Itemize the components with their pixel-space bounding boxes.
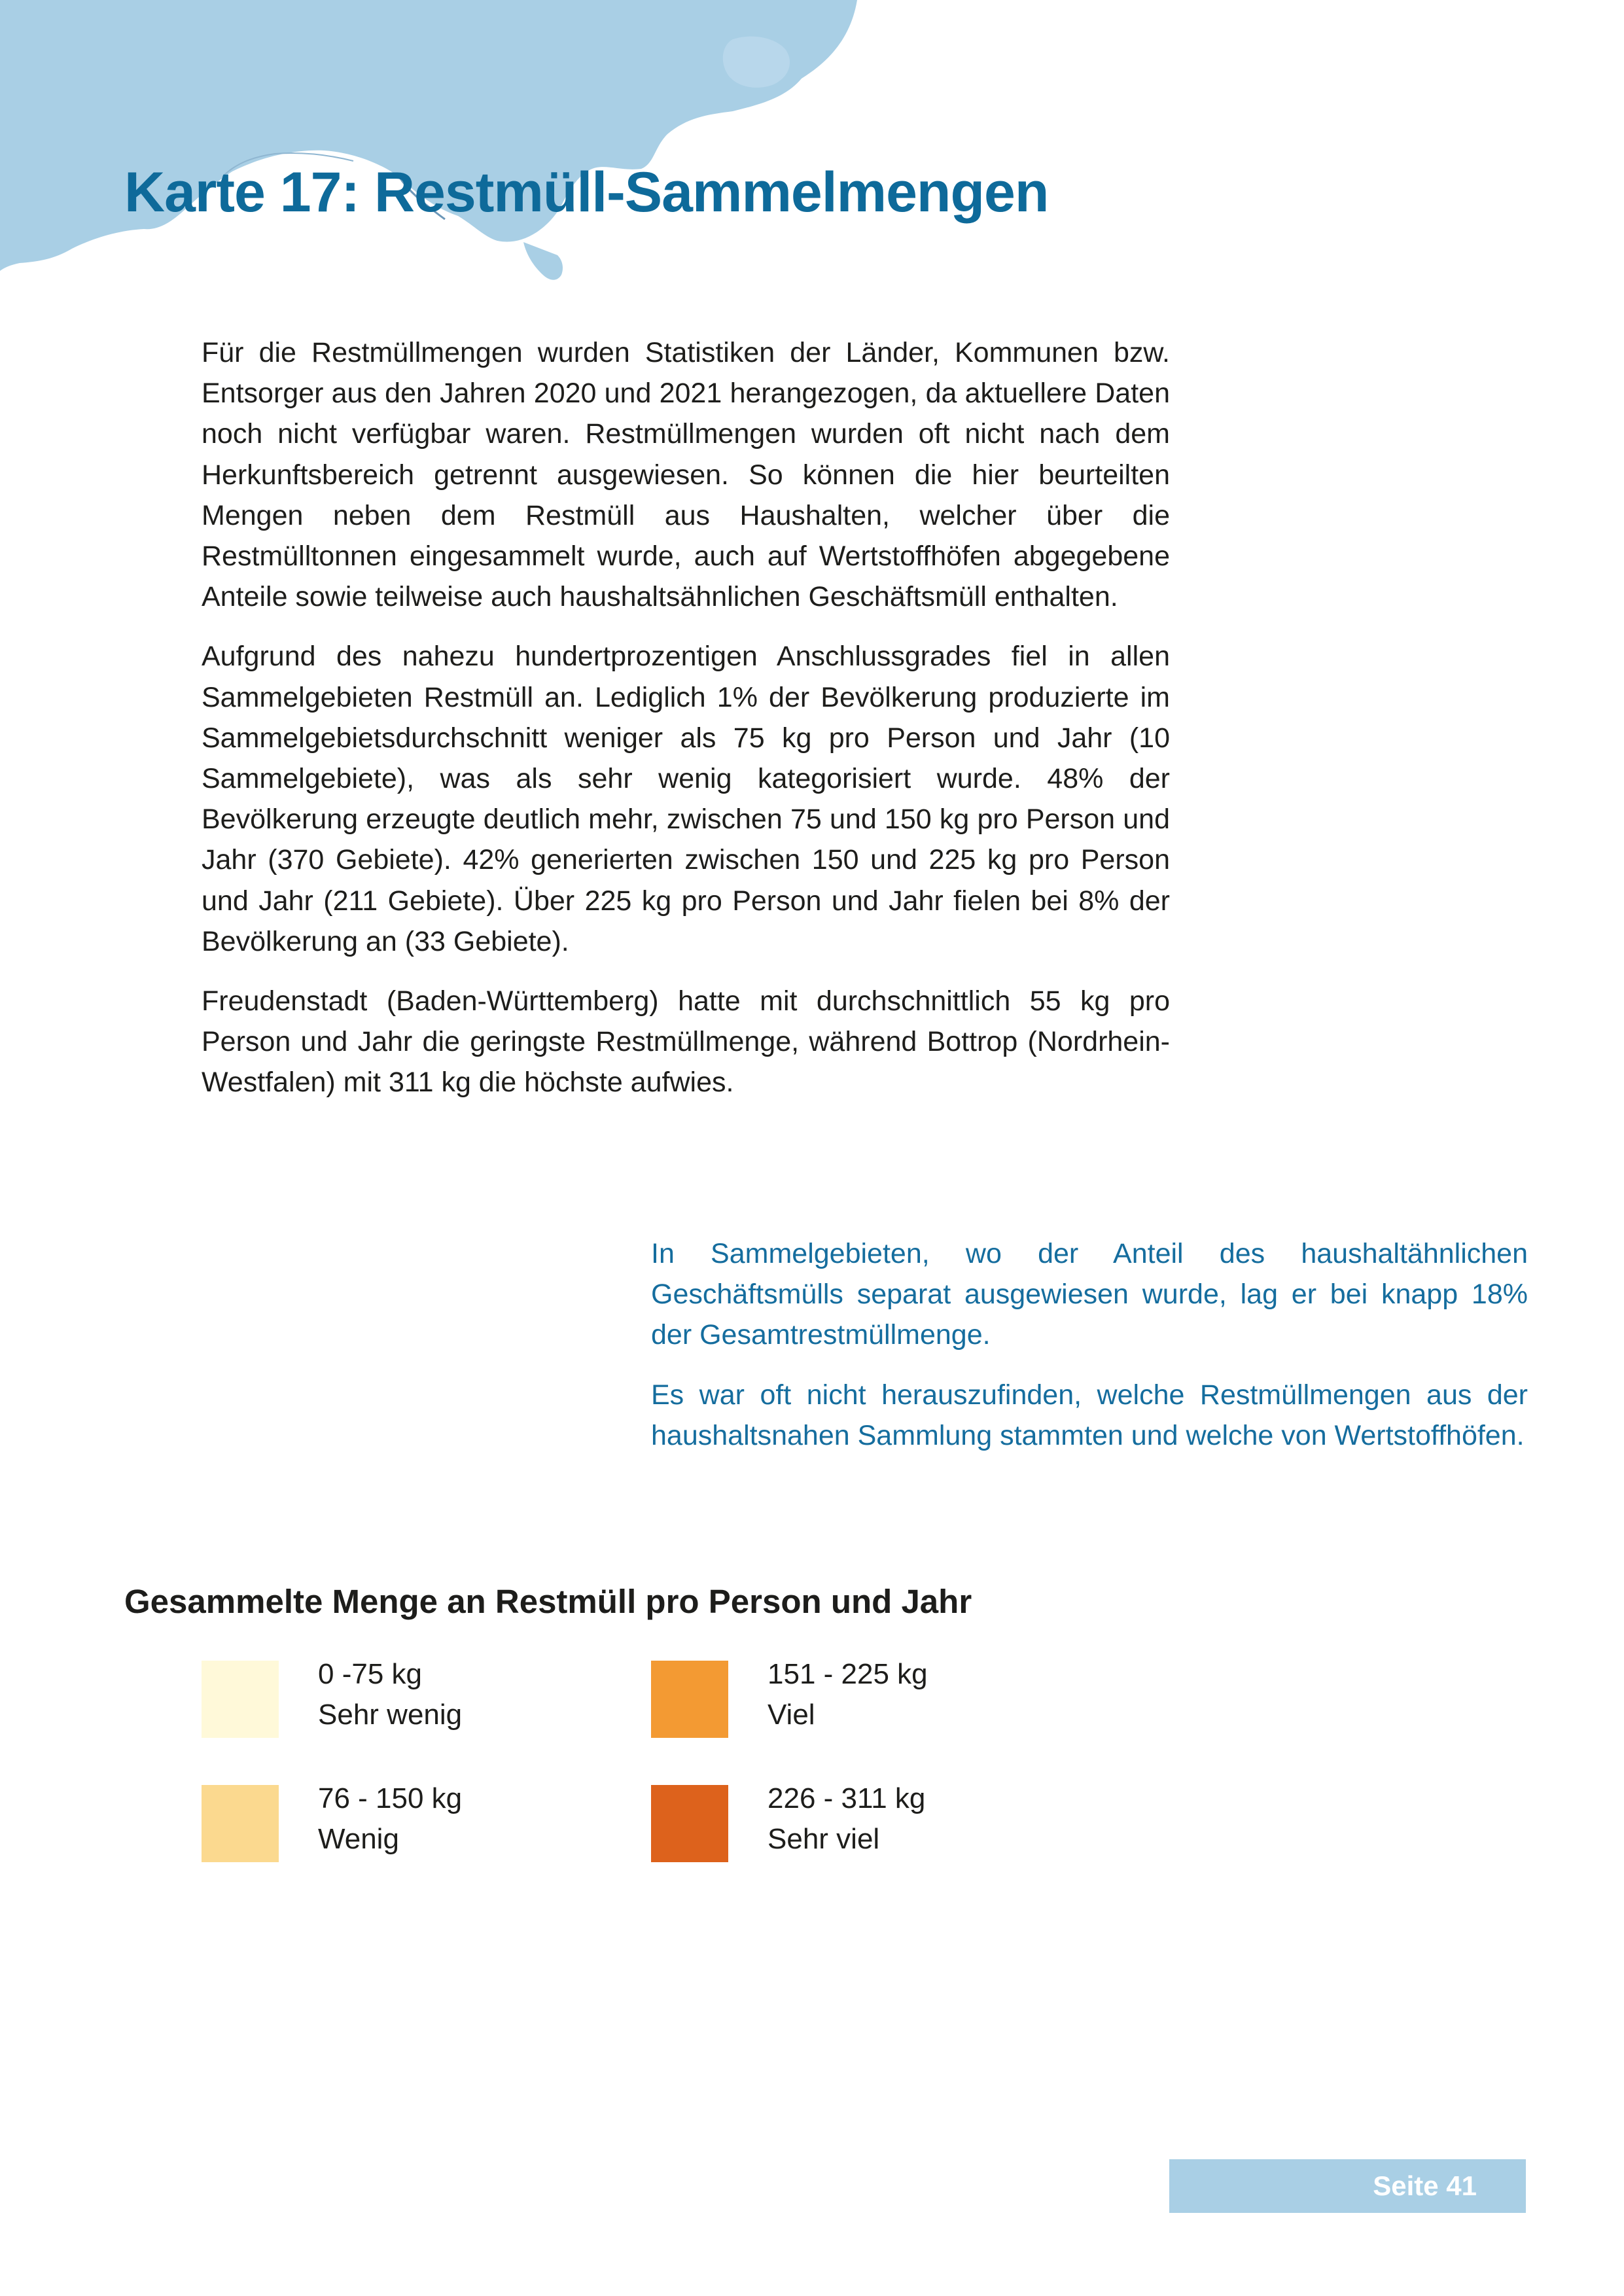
legend-item-viel [651, 1654, 1044, 1739]
page-title: Karte 17: Restmüll-Sammelmengen [124, 161, 1049, 224]
legend-swatch [202, 1661, 279, 1738]
legend-swatch [651, 1785, 728, 1862]
note-paragraph: Es war oft nicht herauszufinden, welche Restmüllmengen aus der haushaltsnahen Sammlung stammten und welche von Wertstoffhöfen. [651, 1379, 1528, 1451]
highlight-note [651, 1233, 1528, 1475]
legend-label [768, 1654, 928, 1735]
legend-category: Wenig [318, 1823, 399, 1855]
legend-label [768, 1778, 925, 1860]
legend-swatch [651, 1661, 728, 1738]
body-paragraph: Freudenstadt (Baden-Württemberg) hatte mit durchschnittlich 55 kg pro Person und Jahr die geringste Restmüllmenge, während Bottrop (Nordrhein-Westfalen) mit 311 kg die höchste aufwies. [202, 985, 1170, 1099]
legend-range: 76 - 150 kg [318, 1782, 463, 1814]
legend-category: Sehr wenig [318, 1699, 463, 1731]
body-paragraph: Aufgrund des nahezu hundertprozentigen Anschlussgrades fiel in allen Sammelgebieten Restmüll an. Lediglich 1% der Bevölkerung produzierte im Sammelgebietsdurchschnitt weniger als 75 kg pro Person und Jahr (10 Sammelgebiete), was als sehr wenig kategorisiert wurde. 48% der Bevölkerung erzeugte deutlich mehr, zwischen 75 und 150 kg pro Person und Jahr (370 Gebiete). 42% generierten zwischen 150 und 225 kg pro Person und Jahr (211 Gebiete). Über 225 kg pro Person und Jahr fielen bei 8% der Bevölkerung an (33 Gebiete). [202, 641, 1170, 957]
legend-category: Viel [768, 1699, 815, 1731]
body-paragraph: Für die Restmüllmengen wurden Statistiken der Länder, Kommunen bzw. Entsorger aus den Jahren 2020 und 2021 herangezogen, da aktuellere Daten noch nicht verfügbar waren. Restmüllmengen wurden oft nicht nach dem Herkunftsbereich getrennt ausgewiesen. So können die hier beurteilten Mengen neben dem Restmüll aus Haushalten, welcher über die Restmülltonnen eingesammelt wurde, auch auf Wertstoffhöfen abgegebene Anteile sowie teilweise auch haushaltsähnlichen Geschäftsmüll enthalten. [202, 337, 1170, 613]
legend-range: 151 - 225 kg [768, 1658, 928, 1690]
legend-range: 0 -75 kg [318, 1658, 422, 1690]
sea-map-decoration [0, 0, 896, 288]
legend-label [318, 1778, 462, 1860]
legend-category: Sehr viel [768, 1823, 880, 1855]
legend-item-sehr-viel [651, 1778, 1044, 1863]
body-text [202, 332, 1170, 1122]
legend-item-wenig [202, 1778, 594, 1863]
note-paragraph: In Sammelgebieten, wo der Anteil des haushaltähnlichen Geschäftsmülls separat ausgewiesen wurde, lag er bei knapp 18% der Gesamtrestmüllmenge. [651, 1238, 1528, 1351]
page-number: Seite 41 [1169, 2159, 1526, 2213]
legend-title: Gesammelte Menge an Restmüll pro Person und Jahr [124, 1583, 972, 1620]
legend-range: 226 - 311 kg [768, 1782, 926, 1814]
legend-label [318, 1654, 462, 1735]
legend-item-sehr-wenig [202, 1654, 594, 1739]
legend-swatch [202, 1785, 279, 1862]
